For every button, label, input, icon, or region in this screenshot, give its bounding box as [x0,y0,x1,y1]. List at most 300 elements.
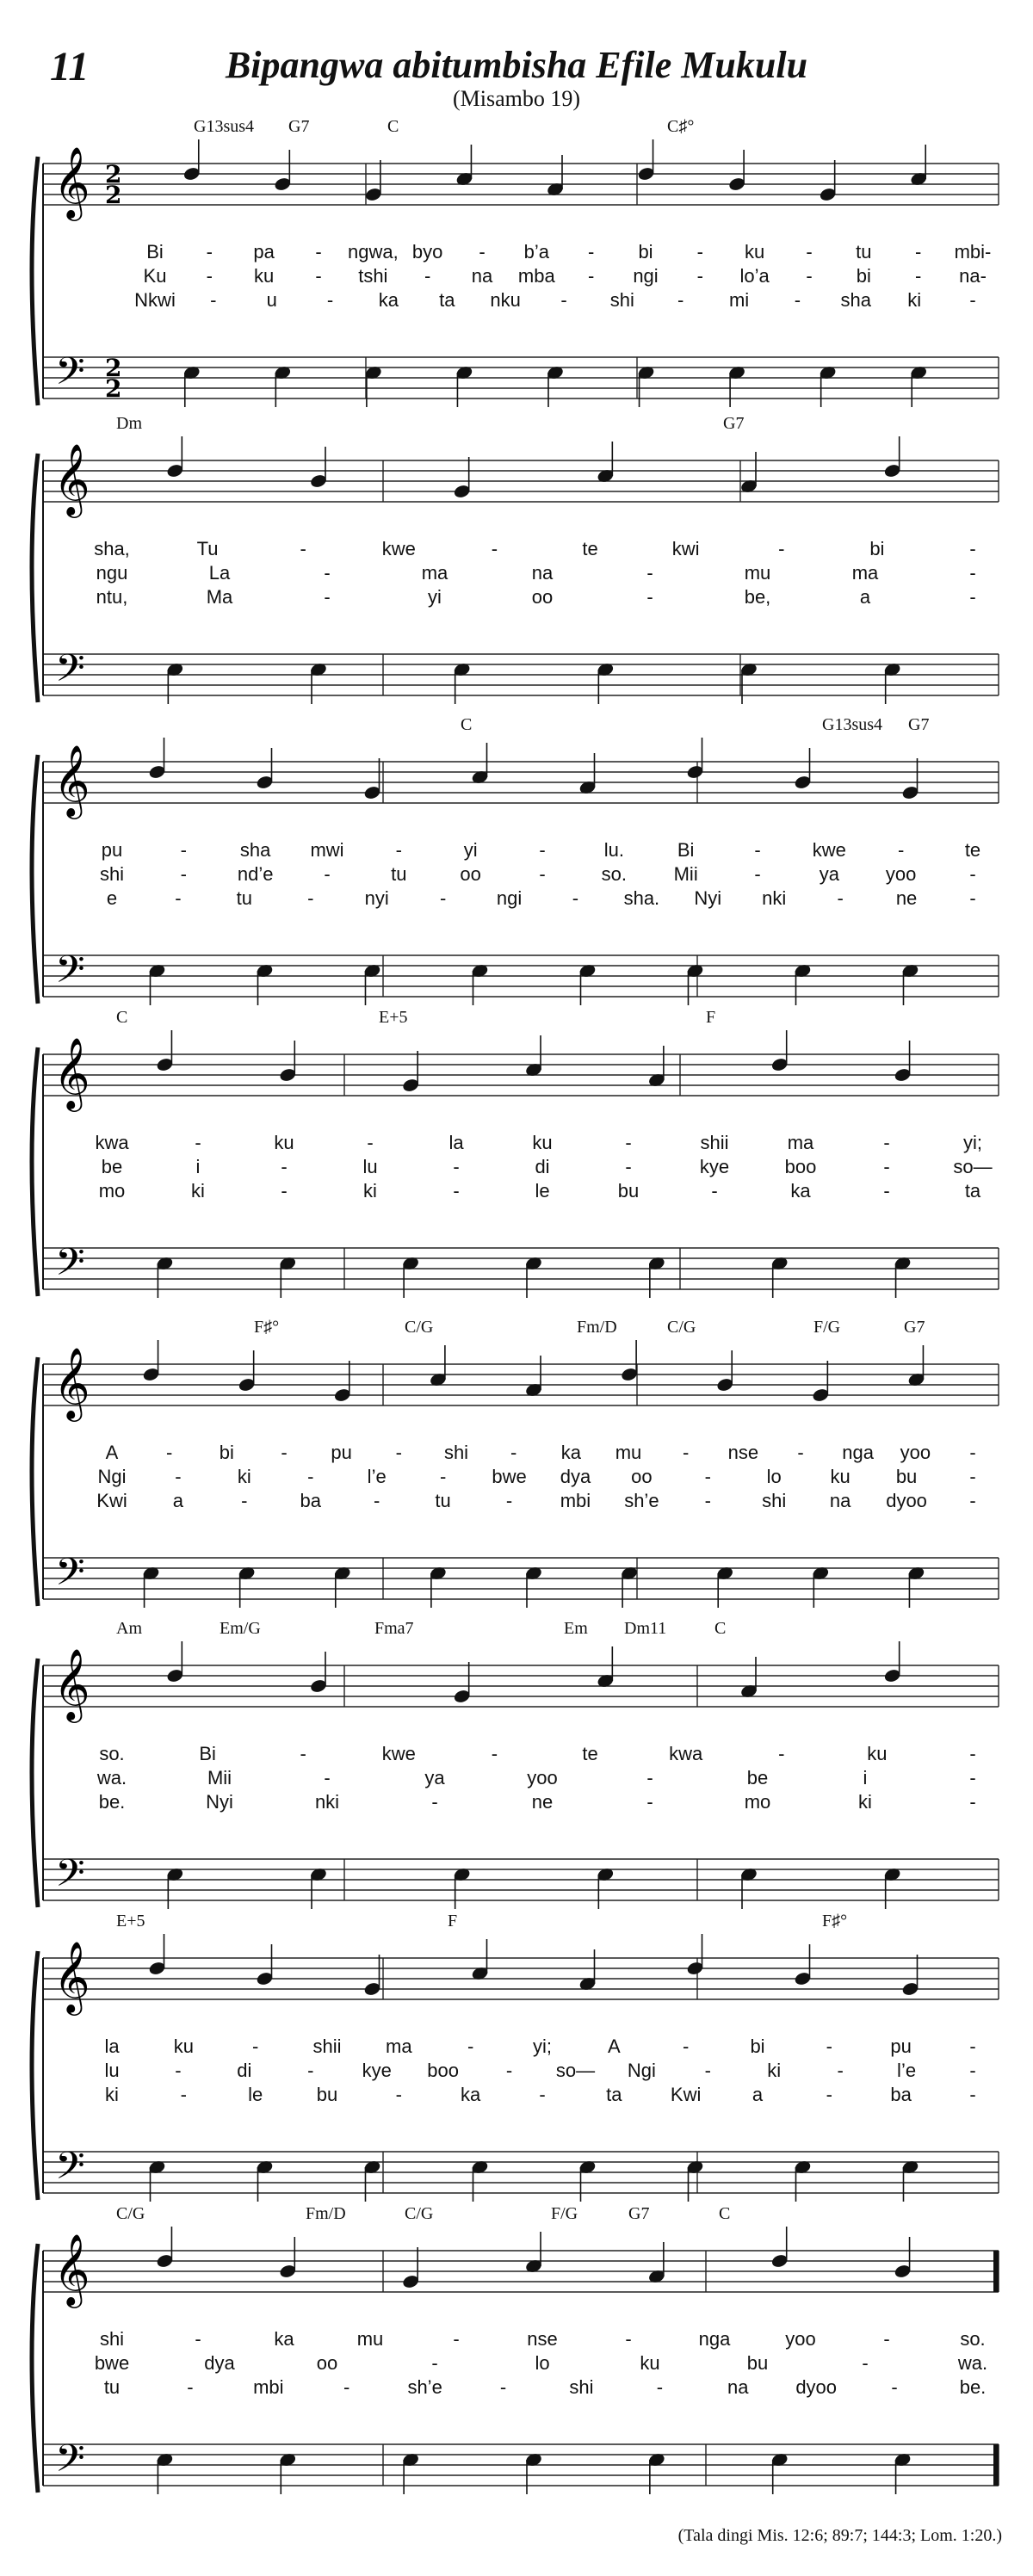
lyric-syllable-verse-2: - [307,2060,314,2081]
lyric-syllable-verse-2: bi [856,265,871,287]
chord-symbol: Fm/D [577,1318,617,1337]
lyric-syllable-verse-1: - [826,2035,832,2057]
lyric-syllable-verse-1: - [696,241,703,263]
lyric-syllable-verse-1: - [914,241,922,263]
lyric-syllable-verse-1: yoo [785,2328,816,2350]
lyric-syllable-verse-1: - [479,241,486,263]
lyric-syllable-verse-1: la [448,1132,464,1153]
chord-symbol: G7 [904,1318,925,1337]
lyric-syllable-verse-1: - [682,2035,690,2057]
lyric-syllable-verse-3: dyoo [795,2376,838,2398]
lyric-syllable-verse-1: pu [101,839,123,861]
lyric-syllable-verse-2: lo [535,2352,550,2374]
lyric-syllable-verse-1: ku [173,2035,194,2057]
lyric-syllable-verse-2: - [324,562,331,584]
lyric-syllable-verse-1: - [969,538,976,559]
lyric-syllable-verse-1: nse [727,1442,759,1463]
lyric-syllable-verse-2: shi [99,863,125,885]
lyric-syllable-verse-3: - [343,2376,350,2398]
staff-graphics [34,112,999,422]
chord-symbol: F [448,1912,458,1930]
lyric-syllable-verse-2: - [704,1466,711,1487]
lyric-syllable-verse-1: - [300,538,306,559]
lyric-syllable-verse-2: oo [460,863,481,885]
lyric-syllable-verse-1: pa [253,241,275,263]
lyric-syllable-verse-1: yoo [900,1442,931,1463]
lyric-syllable-verse-1: yi; [963,1132,982,1153]
lyric-syllable-verse-2: - [453,1156,460,1177]
lyric-syllable-verse-2: - [175,2060,182,2081]
lyric-syllable-verse-3: Kwi [670,2084,702,2105]
lyric-syllable-verse-1: Bi [146,241,164,263]
hymn-title: Bipangwa abitumbisha Efile Mukulu [225,44,808,86]
lyric-syllable-verse-3: - [969,1490,976,1511]
lyric-syllable-verse-2: lo [766,1466,782,1487]
lyric-syllable-verse-1: te [582,1743,598,1764]
lyric-syllable-verse-2: - [539,863,546,885]
lyric-syllable-verse-2: - [862,2352,869,2374]
bass-clef-icon: 𝄢 [55,947,85,1001]
lyric-syllable-verse-2: di [535,1156,550,1177]
lyric-syllable-verse-3: - [210,289,217,311]
lyric-syllable-verse-2: boo [427,2060,459,2081]
lyric-syllable-verse-2: - [883,1156,890,1177]
lyric-syllable-verse-3: shi [569,2376,594,2398]
lyric-syllable-verse-3: ne [895,887,918,909]
lyric-syllable-verse-2: lo’a [739,265,770,287]
lyric-syllable-verse-3: e [106,887,118,909]
lyric-syllable-verse-2: - [587,265,595,287]
lyric-syllable-verse-2: ku [830,1466,851,1487]
treble-clef-icon: 𝄞 [53,1036,90,1109]
lyric-syllable-verse-3: sh’e [407,2376,442,2398]
lyric-syllable-verse-3: - [711,1180,718,1202]
lyric-syllable-verse-2: i [195,1156,201,1177]
chord-symbol: G13sus4 [194,117,255,136]
lyric-syllable-verse-1: Bi [199,1743,216,1764]
lyric-syllable-verse-1: - [883,2328,890,2350]
lyric-syllable-verse-1: sha [239,839,271,861]
lyric-syllable-verse-3: ki [907,289,922,311]
lyric-syllable-verse-2: mu [744,562,771,584]
lyric-syllable-verse-3: oo [531,586,554,608]
lyric-syllable-verse-3: ka [790,1180,811,1202]
lyric-syllable-verse-3: sha [840,289,872,311]
staff-graphics [34,2199,999,2509]
lyric-syllable-verse-1: bi [219,1442,234,1463]
lyric-syllable-verse-1: ma [386,2035,412,2057]
score-system-7 [34,1906,999,2199]
lyric-syllable-verse-2: - [424,265,431,287]
lyric-syllable-verse-3: ki [858,1791,872,1813]
lyric-syllable-verse-3: bu [316,2084,338,2105]
lyric-syllable-verse-3: shi [762,1490,787,1511]
chord-symbol: Em/G [220,1619,261,1638]
lyric-syllable-verse-1: ku [532,1132,553,1153]
lyric-syllable-verse-2: nd’e [237,863,274,885]
lyric-syllable-verse-3: ka [378,289,399,311]
lyric-syllable-verse-3: - [307,887,314,909]
lyric-syllable-verse-2: be [101,1156,123,1177]
lyric-syllable-verse-1: - [625,2328,632,2350]
lyric-syllable-verse-1: ka [560,1442,581,1463]
chord-symbol: C/G [116,2204,145,2223]
time-signature-top: 2 [105,160,122,188]
lyric-syllable-verse-1: ngwa, [347,241,399,263]
lyric-syllable-verse-1: ku [745,241,765,263]
lyric-syllable-verse-1: - [467,2035,474,2057]
lyric-syllable-verse-3: - [374,1490,380,1511]
lyric-syllable-verse-1: so. [99,1743,125,1764]
lyric-syllable-verse-3: ngi [496,887,523,909]
score-system-4 [34,1003,999,1295]
lyric-syllable-verse-1: yi; [533,2035,552,2057]
lyric-syllable-verse-2: - [315,265,322,287]
chord-symbol: G7 [288,117,310,136]
lyric-syllable-verse-1: - [682,1442,690,1463]
lyric-syllable-verse-1: - [367,1132,374,1153]
lyric-syllable-verse-3: ki [363,1180,377,1202]
lyric-syllable-verse-1: kwa [669,1743,703,1764]
lyric-syllable-verse-1: - [754,839,761,861]
lyric-syllable-verse-1: kwe [381,538,416,559]
lyric-syllable-verse-3: na [829,1490,851,1511]
lyric-syllable-verse-2: - [837,2060,844,2081]
lyric-syllable-verse-2: ku [254,265,275,287]
lyric-syllable-verse-2: bwe [94,2352,130,2374]
lyric-syllable-verse-2: - [969,1767,976,1788]
lyric-syllable-verse-2: ngu [96,562,128,584]
lyric-syllable-verse-1: - [587,241,595,263]
lyric-syllable-verse-3: tu [236,887,253,909]
lyric-syllable-verse-3: - [969,887,976,909]
lyric-syllable-verse-2: - [969,2060,976,2081]
lyric-syllable-verse-1: - [315,241,322,263]
lyric-syllable-verse-3: u [266,289,277,311]
lyric-syllable-verse-2: dya [560,1466,591,1487]
lyric-syllable-verse-2: Ngi [627,2060,656,2081]
lyric-syllable-verse-3: nku [490,289,521,311]
lyric-syllable-verse-1: nga [842,1442,875,1463]
lyric-syllable-verse-2: - [439,1466,447,1487]
chord-symbol: C/G [405,1318,434,1337]
lyric-syllable-verse-1: pu [331,1442,352,1463]
lyric-syllable-verse-1: - [195,2328,201,2350]
lyric-syllable-verse-3: ntu, [96,586,128,608]
lyric-syllable-verse-1: - [453,2328,460,2350]
lyric-syllable-verse-2: lu [104,2060,120,2081]
lyric-syllable-verse-1: kwe [812,839,846,861]
lyric-syllable-verse-1: mu [615,1442,642,1463]
lyric-syllable-verse-2: so— [953,1156,993,1177]
lyric-syllable-verse-1: b’a [523,241,550,263]
lyric-syllable-verse-3: - [572,887,579,909]
lyric-syllable-verse-2: i [863,1767,868,1788]
lyric-syllable-verse-2: mba [517,265,555,287]
lyric-syllable-verse-3: - [794,289,801,311]
bass-clef-icon: 𝄢 [55,2143,85,2197]
lyric-syllable-verse-1: - [251,2035,259,2057]
lyric-syllable-verse-2: - [969,1466,976,1487]
chord-symbol: C [116,1008,128,1027]
lyric-syllable-verse-2: - [180,863,187,885]
lyric-syllable-verse-3: be. [98,1791,126,1813]
lyric-syllable-verse-3: mbi [253,2376,284,2398]
lyric-syllable-verse-2: bu [746,2352,769,2374]
lyric-syllable-verse-3: - [453,1180,460,1202]
lyric-syllable-verse-1: kwe [381,1743,416,1764]
lyric-syllable-verse-3: ki [191,1180,205,1202]
bass-clef-icon: 𝄢 [55,646,85,700]
lyric-syllable-verse-2: - [307,1466,314,1487]
lyric-syllable-verse-1: - [539,839,546,861]
lyric-syllable-verse-2: be [746,1767,769,1788]
chord-symbol: Fma7 [374,1619,414,1638]
bass-clef-icon: 𝄢 [55,2436,85,2490]
lyric-syllable-verse-1: te [582,538,598,559]
lyric-syllable-verse-1: ka [274,2328,294,2350]
lyric-syllable-verse-2: tu [391,863,407,885]
lyric-syllable-verse-1: - [969,1442,976,1463]
lyric-syllable-verse-3: yi [428,586,442,608]
lyric-syllable-verse-2: - [324,1767,331,1788]
lyric-syllable-verse-1: so. [960,2328,986,2350]
lyric-syllable-verse-1: - [806,241,813,263]
lyric-syllable-verse-2: l’e [367,1466,387,1487]
lyric-syllable-verse-3: sha. [623,887,660,909]
lyric-syllable-verse-3: - [539,2084,546,2105]
score-system-2 [34,409,999,701]
staff-graphics [34,710,999,1020]
lyric-syllable-verse-2: yoo [527,1767,558,1788]
lyric-syllable-verse-3: ta [606,2084,622,2105]
chord-symbol: C [461,715,473,734]
bass-clef-icon: 𝄢 [55,1239,85,1294]
lyric-syllable-verse-1: kwi [671,538,700,559]
lyric-syllable-verse-2: - [281,1156,288,1177]
lyric-syllable-verse-3: - [826,2084,832,2105]
lyric-syllable-verse-1: ku [274,1132,294,1153]
treble-clef-icon: 𝄞 [53,145,90,218]
lyric-syllable-verse-1: - [969,1743,976,1764]
lyric-syllable-verse-2: - [914,265,922,287]
lyric-syllable-verse-2: Ku [143,265,167,287]
lyric-syllable-verse-1: ma [787,1132,814,1153]
lyric-syllable-verse-1: - [778,538,785,559]
lyric-syllable-verse-2: lu [362,1156,378,1177]
lyric-syllable-verse-1: mbi- [954,241,992,263]
lyric-syllable-verse-1: mu [356,2328,384,2350]
lyric-syllable-verse-3: ba [890,2084,912,2105]
lyric-syllable-verse-2: - [696,265,703,287]
chord-symbol: Dm [116,414,142,433]
chord-symbol: F/G [551,2204,578,2223]
lyric-syllable-verse-1: nga [698,2328,731,2350]
lyric-syllable-verse-1: sha, [94,538,130,559]
lyric-syllable-verse-1: - [491,1743,498,1764]
lyric-syllable-verse-2: - [806,265,813,287]
score-system-8 [34,2199,999,2492]
chord-symbol: G7 [908,715,930,734]
lyric-syllable-verse-3: nki [762,887,787,909]
lyric-syllable-verse-3: ta [439,289,455,311]
lyric-syllable-verse-1: yi [463,839,478,861]
lyric-syllable-verse-3: - [646,1791,653,1813]
lyric-syllable-verse-3: le [248,2084,263,2105]
lyric-syllable-verse-3: mo [98,1180,126,1202]
lyric-syllable-verse-3: - [187,2376,194,2398]
lyric-syllable-verse-1: - [778,1743,785,1764]
time-signature-top: 2 [105,354,122,382]
treble-clef-icon: 𝄞 [53,1940,90,2012]
chord-symbol: F/G [813,1318,841,1337]
chord-symbol: C/G [667,1318,696,1337]
lyric-syllable-verse-3: - [677,289,684,311]
lyric-syllable-verse-1: tu [856,241,872,263]
lyric-syllable-verse-1: - [897,839,905,861]
lyric-syllable-verse-3: a [172,1490,184,1511]
lyric-syllable-verse-3: - [969,586,976,608]
lyric-syllable-verse-2: di [237,2060,252,2081]
lyric-syllable-verse-3: - [656,2376,664,2398]
lyric-syllable-verse-2: - [754,863,761,885]
staff-graphics [34,1003,999,1313]
lyric-syllable-verse-2: ya [424,1767,445,1788]
chord-symbol: C [714,1619,727,1638]
lyric-syllable-verse-3: - [646,586,653,608]
lyric-syllable-verse-2: ki [237,1466,251,1487]
treble-clef-icon: 𝄞 [53,744,90,816]
lyric-syllable-verse-3: ne [531,1791,554,1813]
lyric-syllable-verse-3: bu [617,1180,640,1202]
lyric-syllable-verse-3: - [180,2084,187,2105]
lyric-syllable-verse-3: - [241,1490,248,1511]
chord-symbol: F♯° [254,1318,280,1337]
lyric-syllable-verse-3: ki [105,2084,119,2105]
lyric-syllable-verse-2: ya [819,863,839,885]
score-system-1 [34,112,999,405]
lyric-syllable-verse-1: shi [443,1442,469,1463]
treble-clef-icon: 𝄞 [53,1346,90,1418]
lyric-syllable-verse-1: - [797,1442,804,1463]
time-signature-bottom: 2 [105,374,122,403]
lyric-syllable-verse-3: tu [103,2376,121,2398]
lyric-syllable-verse-3: nyi [364,887,389,909]
lyric-syllable-verse-1: pu [890,2035,912,2057]
lyric-syllable-verse-1: ku [867,1743,888,1764]
chord-symbol: E+5 [379,1008,408,1027]
lyric-syllable-verse-3: - [326,289,334,311]
lyric-syllable-verse-2: - [206,265,213,287]
chord-symbol: G7 [723,414,745,433]
lyric-syllable-verse-1: bi [869,538,885,559]
lyric-syllable-verse-2: bwe [492,1466,527,1487]
lyric-syllable-verse-1: - [281,1442,288,1463]
lyric-syllable-verse-1: shi [99,2328,125,2350]
lyric-syllable-verse-3: - [704,1490,711,1511]
bass-clef-icon: 𝄢 [55,349,85,403]
lyric-syllable-verse-1: la [104,2035,120,2057]
lyric-syllable-verse-3: - [175,887,182,909]
lyric-syllable-verse-1: A [607,2035,621,2057]
lyric-syllable-verse-3: dyoo [886,1490,927,1511]
score-system-6 [34,1614,999,1906]
lyric-syllable-verse-3: mi [728,289,750,311]
lyric-syllable-verse-2: kye [362,2060,392,2081]
lyric-syllable-verse-2: - [704,2060,711,2081]
lyric-syllable-verse-1: - [625,1132,632,1153]
lyric-syllable-verse-1: - [165,1442,173,1463]
lyric-syllable-verse-1: shii [312,2035,342,2057]
chord-symbol: C [719,2204,731,2223]
chord-symbol: C♯° [667,117,695,136]
lyric-syllable-verse-3: - [505,1490,513,1511]
lyric-syllable-verse-2: - [175,1466,182,1487]
lyric-syllable-verse-2: Ngi [97,1466,127,1487]
lyric-syllable-verse-3: ba [300,1490,322,1511]
chord-symbol: F [706,1008,716,1027]
lyric-syllable-verse-3: na [727,2376,749,2398]
lyric-syllable-verse-3: sh’e [624,1490,659,1511]
bass-clef-icon: 𝄢 [55,1549,85,1603]
lyric-syllable-verse-1: - [180,839,187,861]
lyric-syllable-verse-1: shii [700,1132,729,1153]
lyric-syllable-verse-3: ka [461,2084,481,2105]
staff-graphics [34,1614,999,1924]
lyric-syllable-verse-2: - [505,2060,513,2081]
lyric-syllable-verse-1: - [491,538,498,559]
lyric-syllable-verse-2: wa. [96,1767,127,1788]
lyric-syllable-verse-3: tu [435,1490,451,1511]
lyric-syllable-verse-2: boo [784,1156,817,1177]
chord-symbol: E+5 [116,1912,145,1930]
lyric-syllable-verse-1: - [510,1442,517,1463]
treble-clef-icon: 𝄞 [53,2233,90,2305]
lyric-syllable-verse-3: mbi [560,1490,591,1511]
lyric-syllable-verse-1: nse [527,2328,558,2350]
lyric-syllable-verse-2: kye [699,1156,730,1177]
chord-symbol: Am [116,1619,142,1638]
lyric-syllable-verse-3: - [281,1180,288,1202]
lyric-syllable-verse-3: mo [744,1791,771,1813]
treble-clef-icon: 𝄞 [53,442,90,515]
scripture-references: (Tala dingi Mis. 12:6; 89:7; 144:3; Lom. 1:20.) [677,2526,1002,2545]
lyric-syllable-verse-2: oo [631,1466,653,1487]
lyric-syllable-verse-3: - [969,289,976,311]
lyric-syllable-verse-2: na [531,562,554,584]
lyric-syllable-verse-2: ma [421,562,448,584]
lyric-syllable-verse-2: - [969,863,976,885]
lyric-syllable-verse-2: so— [555,2060,596,2081]
chord-symbol: Fm/D [306,2204,346,2223]
hymn-number: 11 [50,44,90,90]
chord-symbol: F♯° [822,1912,848,1930]
lyric-syllable-verse-1: lu. [603,839,624,861]
lyric-syllable-verse-3: - [324,586,331,608]
lyric-syllable-verse-3: - [969,2084,976,2105]
lyric-syllable-verse-2: na [471,265,493,287]
lyric-syllable-verse-2: ki [767,2060,782,2081]
lyric-syllable-verse-3: Nyi [694,887,722,909]
lyric-syllable-verse-1: - [300,1743,306,1764]
lyric-syllable-verse-1: - [195,1132,201,1153]
lyric-syllable-verse-3: - [431,1791,438,1813]
lyric-syllable-verse-1: - [883,1132,890,1153]
chord-symbol: G7 [628,2204,650,2223]
lyric-syllable-verse-2: - [324,863,331,885]
lyric-syllable-verse-2: oo [316,2352,338,2374]
lyric-syllable-verse-2: wa. [957,2352,988,2374]
